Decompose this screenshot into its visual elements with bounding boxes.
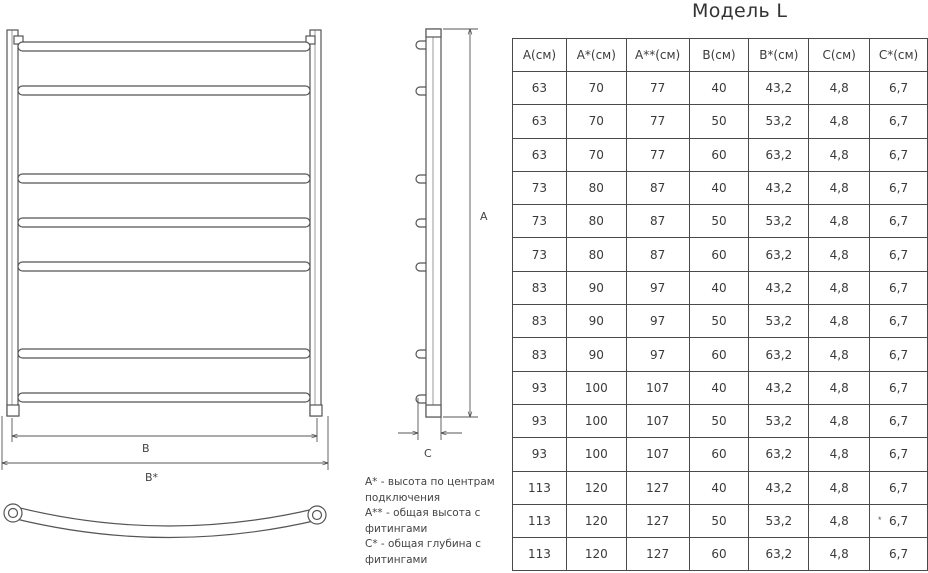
table-cell: 97 <box>626 305 689 338</box>
table-row <box>513 305 928 338</box>
side-upright <box>426 29 441 417</box>
table-cell: 63,2 <box>749 138 809 171</box>
table-cell: 6,7 <box>870 371 928 404</box>
table-row <box>513 471 928 504</box>
table-cell: 100 <box>566 371 626 404</box>
side-view <box>416 29 441 417</box>
table-cell: 4,8 <box>809 305 870 338</box>
table-cell: 53,2 <box>749 105 809 138</box>
table-cell: 120 <box>566 504 626 537</box>
table-cell: 50 <box>689 205 749 238</box>
table-cell: 60 <box>689 238 749 271</box>
table-cell: 4,8 <box>809 205 870 238</box>
table-row <box>513 238 928 271</box>
column-header: B*(см) <box>749 39 809 72</box>
table-cell: 4,8 <box>809 438 870 471</box>
table-row <box>513 72 928 105</box>
table-cell: 63,2 <box>749 538 809 571</box>
table-cell: 6,7 <box>870 138 928 171</box>
table-cell: 63 <box>513 72 567 105</box>
table-cell: 93 <box>513 371 567 404</box>
rung <box>18 262 310 271</box>
table-cell: 63 <box>513 105 567 138</box>
table-cell: 73 <box>513 205 567 238</box>
table-cell: 87 <box>626 171 689 204</box>
table-row <box>513 438 928 471</box>
rung <box>18 218 310 227</box>
table-cell: 6,7 <box>870 72 928 105</box>
table-cell: 97 <box>626 338 689 371</box>
table-cell: 63,2 <box>749 338 809 371</box>
table-cell: 63,2 <box>749 438 809 471</box>
table-row <box>513 271 928 304</box>
page-title: Модель L <box>692 0 788 22</box>
side-rung-stub <box>416 395 426 403</box>
note-a-star: A* - высота по центрам подключения <box>365 476 495 504</box>
table-cell: 113 <box>513 504 567 537</box>
left-cap-bottom <box>7 405 19 416</box>
right-cap-bottom <box>310 405 322 416</box>
table-cell: 77 <box>626 105 689 138</box>
table-cell: 113 <box>513 471 567 504</box>
column-header: A(см) <box>513 39 567 72</box>
dimension-b-star-label: B* <box>145 471 159 484</box>
table-cell: 127 <box>626 504 689 537</box>
table-cell: 100 <box>566 438 626 471</box>
column-header: B(см) <box>689 39 749 72</box>
table-header-row <box>513 39 928 72</box>
table-cell: 43,2 <box>749 371 809 404</box>
table-cell: 4,8 <box>809 471 870 504</box>
table-cell: 107 <box>626 438 689 471</box>
note-a-double-star: A** - общая высота с фитингами <box>365 507 481 535</box>
dimension-c-label: C <box>424 447 432 460</box>
rung <box>18 42 310 51</box>
table-cell: 43,2 <box>749 271 809 304</box>
side-rung-stub <box>416 175 426 183</box>
table-cell: 60 <box>689 538 749 571</box>
table-row <box>513 338 928 371</box>
table-cell: 43,2 <box>749 72 809 105</box>
table-cell: 73 <box>513 238 567 271</box>
table-cell: 120 <box>566 471 626 504</box>
column-header: C*(см) <box>870 39 928 72</box>
table-cell: 83 <box>513 271 567 304</box>
table-row <box>513 504 928 537</box>
table-cell: 83 <box>513 305 567 338</box>
table-cell: 93 <box>513 404 567 437</box>
dimension-a <box>443 29 478 417</box>
table-cell: 60 <box>689 338 749 371</box>
table-cell: 6,7 <box>870 538 928 571</box>
table-cell: 4,8 <box>809 138 870 171</box>
table-cell: 113 <box>513 538 567 571</box>
rung <box>18 393 310 402</box>
table-row <box>513 105 928 138</box>
table-cell: 4,8 <box>809 338 870 371</box>
table-cell: 80 <box>566 171 626 204</box>
table-cell: 77 <box>626 72 689 105</box>
table-cell: 50 <box>689 105 749 138</box>
table-cell: 60 <box>689 438 749 471</box>
table-cell: 6,7 <box>870 171 928 204</box>
table-cell: 53,2 <box>749 504 809 537</box>
table-cell: 4,8 <box>809 72 870 105</box>
table-cell: 4,8 <box>809 404 870 437</box>
table-cell: 90 <box>566 305 626 338</box>
table-cell: 97 <box>626 271 689 304</box>
table-cell: 6,7 <box>870 471 928 504</box>
table-cell: 40 <box>689 371 749 404</box>
table-cell: 63 <box>513 138 567 171</box>
side-rung-stub <box>416 41 426 49</box>
table-cell: 40 <box>689 171 749 204</box>
table-cell: 6,7 <box>870 205 928 238</box>
table-cell: 100 <box>566 404 626 437</box>
table-row <box>513 538 928 571</box>
rung <box>18 174 310 183</box>
table-cell: 43,2 <box>749 471 809 504</box>
table-cell: 4,8 <box>809 371 870 404</box>
table-row <box>513 138 928 171</box>
left-upright <box>7 30 18 416</box>
right-upright <box>310 30 321 416</box>
table-cell: 50 <box>689 504 749 537</box>
dimension-b-label: B <box>142 442 150 455</box>
table-cell: 50 <box>689 404 749 437</box>
side-rung-stub <box>416 263 426 271</box>
table-cell: 50 <box>689 305 749 338</box>
table-cell: 4,8 <box>809 538 870 571</box>
table-cell: 90 <box>566 338 626 371</box>
table-cell: 6,7 <box>870 438 928 471</box>
table-cell: 4,8 <box>809 238 870 271</box>
dimensions-table <box>512 38 928 571</box>
table-cell: 40 <box>689 72 749 105</box>
table-cell: 93 <box>513 438 567 471</box>
table-cell: 40 <box>689 271 749 304</box>
side-rung-stub <box>416 350 426 358</box>
table-row <box>513 371 928 404</box>
table-cell: 63,2 <box>749 238 809 271</box>
notes <box>365 475 510 569</box>
side-rung-stub <box>416 219 426 227</box>
table-row <box>513 205 928 238</box>
note-c-star: C* - общая глубина с фитингами <box>365 538 482 566</box>
table-cell: 60 <box>689 138 749 171</box>
dimension-b <box>12 418 317 442</box>
table-cell: 6,7 <box>870 338 928 371</box>
column-header: A**(см) <box>626 39 689 72</box>
table-cell: 77 <box>626 138 689 171</box>
table-cell: 127 <box>626 538 689 571</box>
table-cell: 6,7 <box>870 305 928 338</box>
stray-mark: * <box>878 515 882 525</box>
table-cell: 6,7 <box>870 404 928 437</box>
table-cell: 4,8 <box>809 271 870 304</box>
front-view <box>7 30 322 416</box>
table-cell: 6,7 <box>870 105 928 138</box>
table-cell: 53,2 <box>749 305 809 338</box>
table-cell: 107 <box>626 371 689 404</box>
table-row <box>513 404 928 437</box>
table-cell: 107 <box>626 404 689 437</box>
dimension-b-star <box>2 416 328 470</box>
table-cell: 6,7 <box>870 271 928 304</box>
table-cell: 4,8 <box>809 171 870 204</box>
table-cell: 127 <box>626 471 689 504</box>
table-cell: 73 <box>513 171 567 204</box>
dimension-a-label: A <box>480 210 488 223</box>
rung <box>18 349 310 358</box>
table-cell: 80 <box>566 205 626 238</box>
table-cell: 90 <box>566 271 626 304</box>
table-cell: 80 <box>566 238 626 271</box>
table-cell: 120 <box>566 538 626 571</box>
column-header: A*(см) <box>566 39 626 72</box>
table-cell: 70 <box>566 72 626 105</box>
table-cell: 70 <box>566 138 626 171</box>
table-cell: 87 <box>626 205 689 238</box>
table-cell: 40 <box>689 471 749 504</box>
table-cell: 83 <box>513 338 567 371</box>
table-row <box>513 171 928 204</box>
table-cell: 4,8 <box>809 105 870 138</box>
side-rung-stub <box>416 87 426 95</box>
table-cell: 4,8 <box>809 504 870 537</box>
table-cell: 53,2 <box>749 404 809 437</box>
table-cell: 6,7 <box>870 504 928 537</box>
table-cell: 53,2 <box>749 205 809 238</box>
top-view <box>4 504 326 538</box>
table-cell: 6,7 <box>870 238 928 271</box>
rung <box>18 86 310 95</box>
table-cell: 43,2 <box>749 171 809 204</box>
table-cell: 70 <box>566 105 626 138</box>
table-cell: 87 <box>626 238 689 271</box>
column-header: C(см) <box>809 39 870 72</box>
